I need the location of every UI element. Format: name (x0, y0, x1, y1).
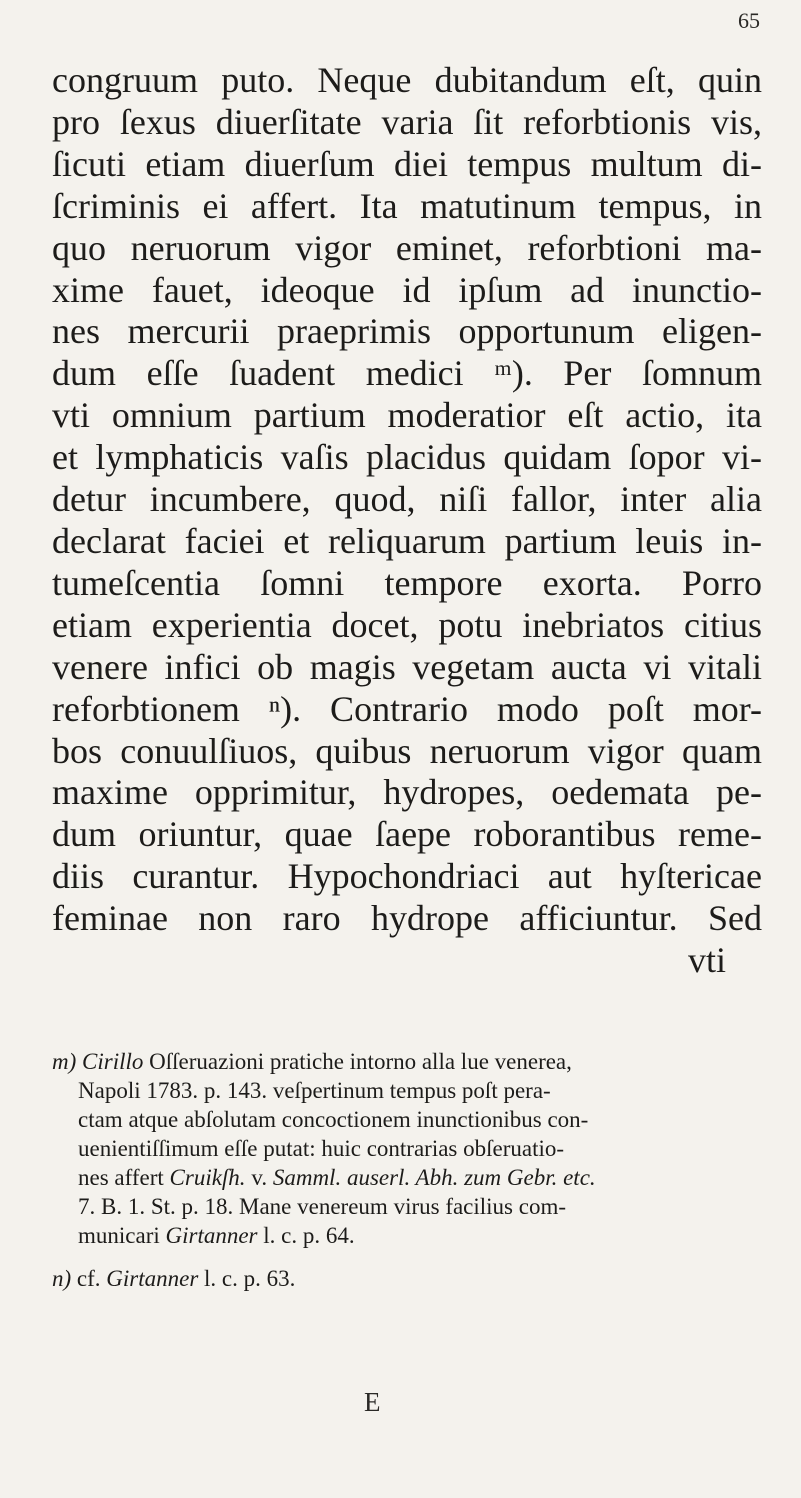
page-number: 65 (738, 8, 760, 33)
text-line: dum oriuntur, quae ſaepe roborantibus reme- (52, 814, 762, 855)
text-line: detur incumbere, quod, niſi fallor, inter alia (52, 479, 762, 520)
footnote-line: 7. B. 1. St. p. 18. Mane venereum virus facilius com- (78, 1194, 567, 1219)
text-line: tumeſcentia ſomni tempore exorta. Porro (52, 562, 762, 603)
text-line: feminae non raro hydrope afficiuntur. Sed (52, 898, 762, 939)
text-line: pro ſexus diuerſitate varia ſit reforbtionis vis, (52, 101, 762, 142)
footnote-author: Cirillo (82, 1049, 144, 1074)
text-line: venere infici ob magis vegetam aucta vi vitali (52, 646, 762, 687)
text-line: maxime opprimitur, hydropes, oedemata pe- (52, 772, 762, 813)
text-line: reforbtionem ⁿ). Contrario modo poſt mor- (52, 688, 762, 729)
footnote-marker: n) (52, 1266, 72, 1291)
footnote-text: Oſſeruazioni pratiche intorno alla lue venerea, (143, 1049, 572, 1074)
footnote-text: nes affert (78, 1165, 170, 1190)
footnote-line (52, 1163, 774, 1192)
footnote-citation: Girtanner (165, 1223, 258, 1248)
footnote-line: uenientiſſimum eſſe putat: huic contrarias obſeruatio- (78, 1136, 565, 1161)
text-line: dum eſſe ſuadent medici ᵐ). Per ſomnum (52, 353, 762, 394)
footnotes (52, 1047, 774, 1307)
text-line: etiam experientia docet, potu inebriatos citius (52, 604, 762, 645)
footnote-text: l. c. p. 64. (257, 1223, 355, 1248)
signature-mark: E (364, 1387, 381, 1417)
text-line: ſcriminis ei affert. Ita matutinum tempus, in (52, 185, 762, 226)
footnote-line (52, 1221, 774, 1250)
text-line: ſicuti etiam diuerſum diei tempus multum di- (52, 143, 762, 184)
footnote-line: Napoli 1783. p. 143. veſpertinum tempus poſt pera- (78, 1078, 551, 1103)
footnote-citation: Samml. auserl. Abh. zum Gebr. etc. (272, 1165, 596, 1190)
text-line: nes mercurii praeprimis opportunum eligen- (52, 311, 762, 352)
text-line: congruum puto. Neque dubitandum eſt, quin (52, 60, 762, 100)
text-line: vti omnium partium moderatior eſt actio, ita (52, 395, 762, 436)
footnote-text: municari (78, 1223, 166, 1248)
text-line: bos conuulſiuos, quibus neruorum vigor quam (52, 730, 762, 771)
text-line: diis curantur. Hypochondriaci aut hyſtericae (52, 856, 762, 897)
text-line: declarat faciei et reliquarum partium leuis in- (52, 520, 762, 561)
footnote-line (52, 1264, 774, 1293)
footnote-text: v. (245, 1165, 273, 1190)
footnote-line (52, 1047, 774, 1076)
text-line: quo neruorum vigor eminet, reforbtioni ma- (52, 227, 762, 268)
footnote-m (52, 1047, 774, 1250)
catchword: vti (687, 940, 726, 981)
footnote-citation: Girtanner (106, 1266, 199, 1291)
footnote-text: cf. (71, 1266, 107, 1291)
footnote-marker: m) (52, 1049, 77, 1074)
footnote-n (52, 1264, 774, 1293)
footnote-line: ctam atque abſolutam concoctionem inunctionibus con- (78, 1107, 589, 1132)
footnote-citation: Cruikſh. (169, 1165, 246, 1190)
text-line: et lymphaticis vaſis placidus quidam ſopor vi- (52, 437, 762, 478)
text-line: xime fauet, ideoque id ipſum ad inunctio- (52, 269, 762, 310)
main-text-block (52, 60, 762, 982)
footnote-text: l. c. p. 63. (198, 1266, 296, 1291)
